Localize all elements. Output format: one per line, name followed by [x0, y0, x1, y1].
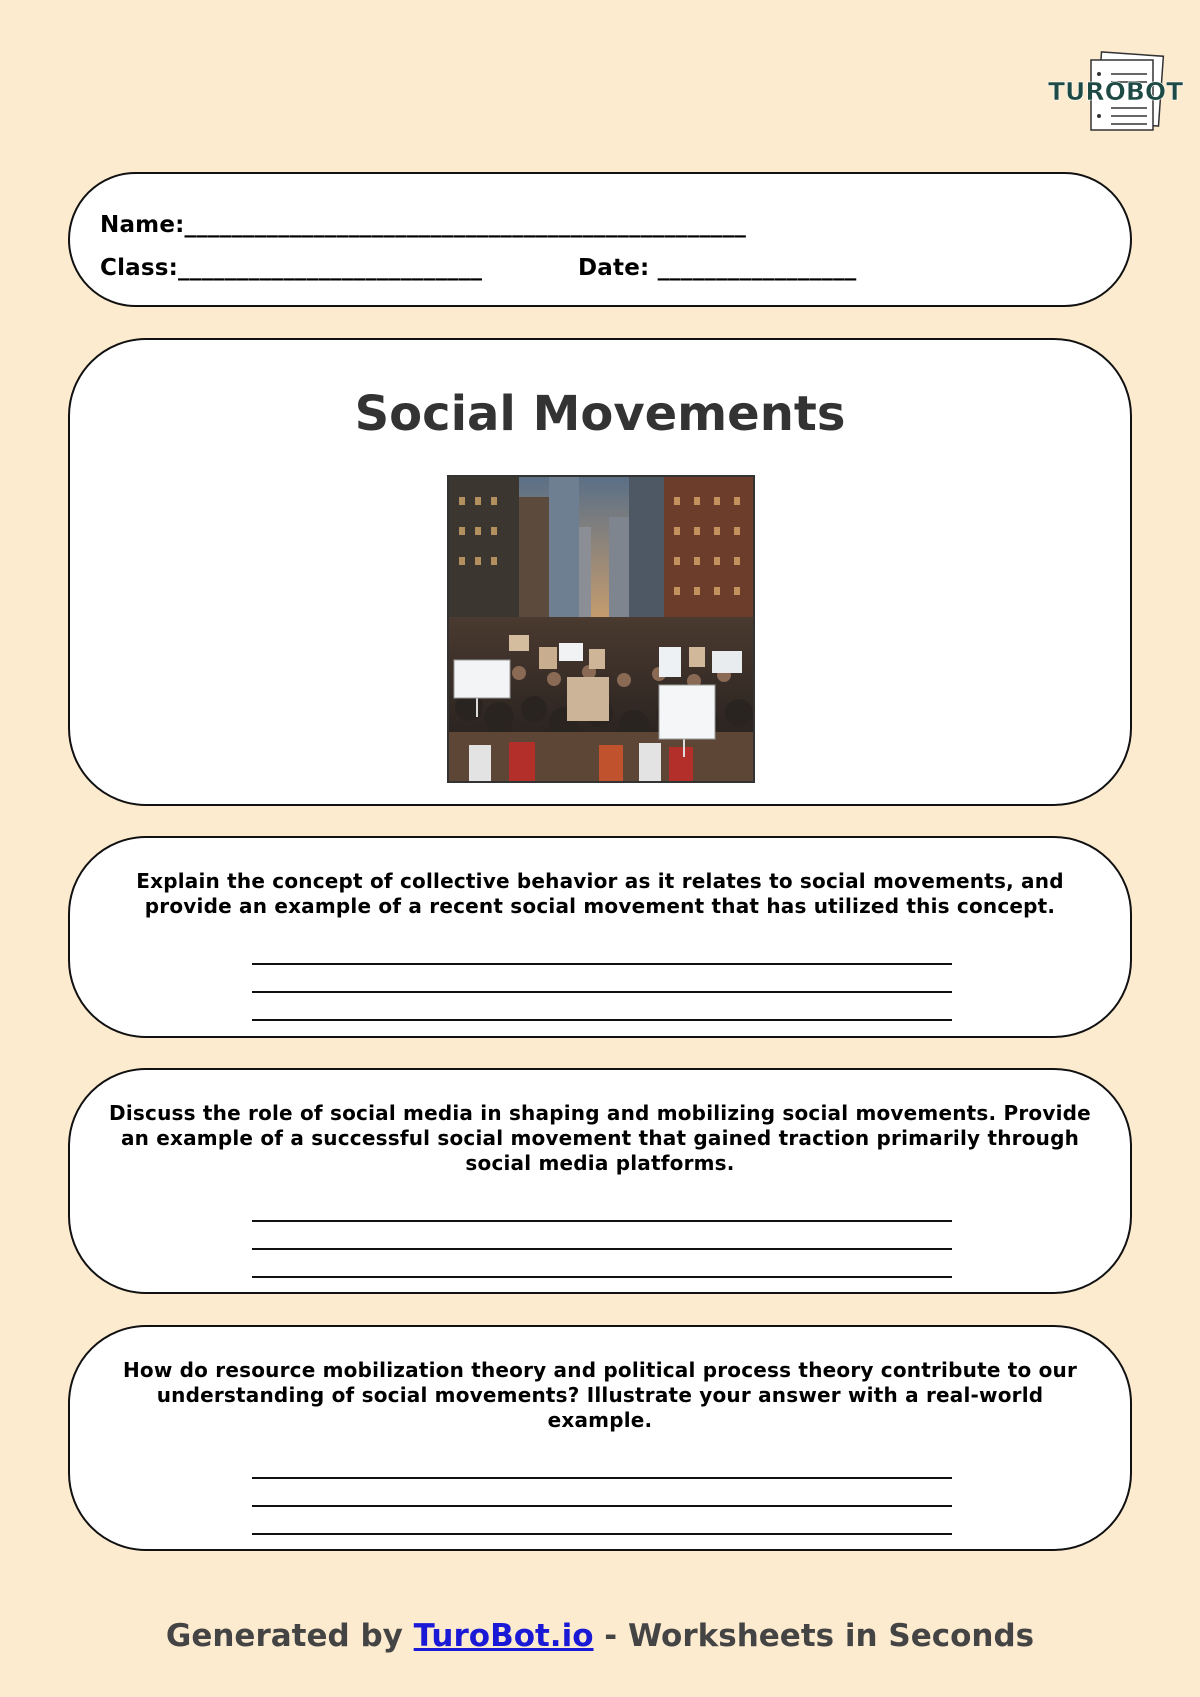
student-info-card — [68, 172, 1132, 307]
question-text-1: Explain the concept of collective behavior as it relates to social movements, and provide an example of a recent social movement that has utilized this concept. — [136, 869, 1064, 918]
title-card — [68, 338, 1132, 806]
question-text-3: How do resource mobilization theory and political process theory contribute to our understanding of social movements? Illustrate your answer with a real-world example. — [122, 1358, 1078, 1432]
footer-prefix: Generated by — [165, 1618, 414, 1654]
answer-line[interactable] — [252, 1505, 952, 1507]
answer-line[interactable] — [252, 963, 952, 965]
logo-text: TUROBOT — [1048, 77, 1184, 106]
answer-line[interactable] — [252, 1477, 952, 1479]
question-card-2 — [68, 1068, 1132, 1294]
answer-line[interactable] — [252, 1533, 952, 1535]
question-text-2: Discuss the role of social media in shaping and mobilizing social movements. Provide an example of a successful social movement that gained traction primarily through social media platforms. — [109, 1101, 1091, 1175]
turobot-link[interactable]: TuroBot.io — [413, 1618, 594, 1654]
name-field[interactable]: Name:________________________________________________ — [100, 212, 747, 238]
worksheet-title: Social Movements — [354, 386, 846, 442]
footer-suffix: - Worksheets in Seconds — [593, 1618, 1035, 1654]
answer-line[interactable] — [252, 1019, 952, 1021]
answer-line[interactable] — [252, 1248, 952, 1250]
footer — [0, 1618, 1200, 1654]
question-card-3 — [68, 1325, 1132, 1551]
answer-line[interactable] — [252, 1276, 952, 1278]
protest-crowd-image — [447, 475, 755, 783]
question-card-1 — [68, 836, 1132, 1038]
date-field[interactable]: Date: _________________ — [578, 255, 857, 281]
turobot-logo — [1045, 52, 1184, 136]
answer-line[interactable] — [252, 1220, 952, 1222]
answer-line[interactable] — [252, 991, 952, 993]
class-field[interactable]: Class:__________________________ — [100, 255, 483, 281]
